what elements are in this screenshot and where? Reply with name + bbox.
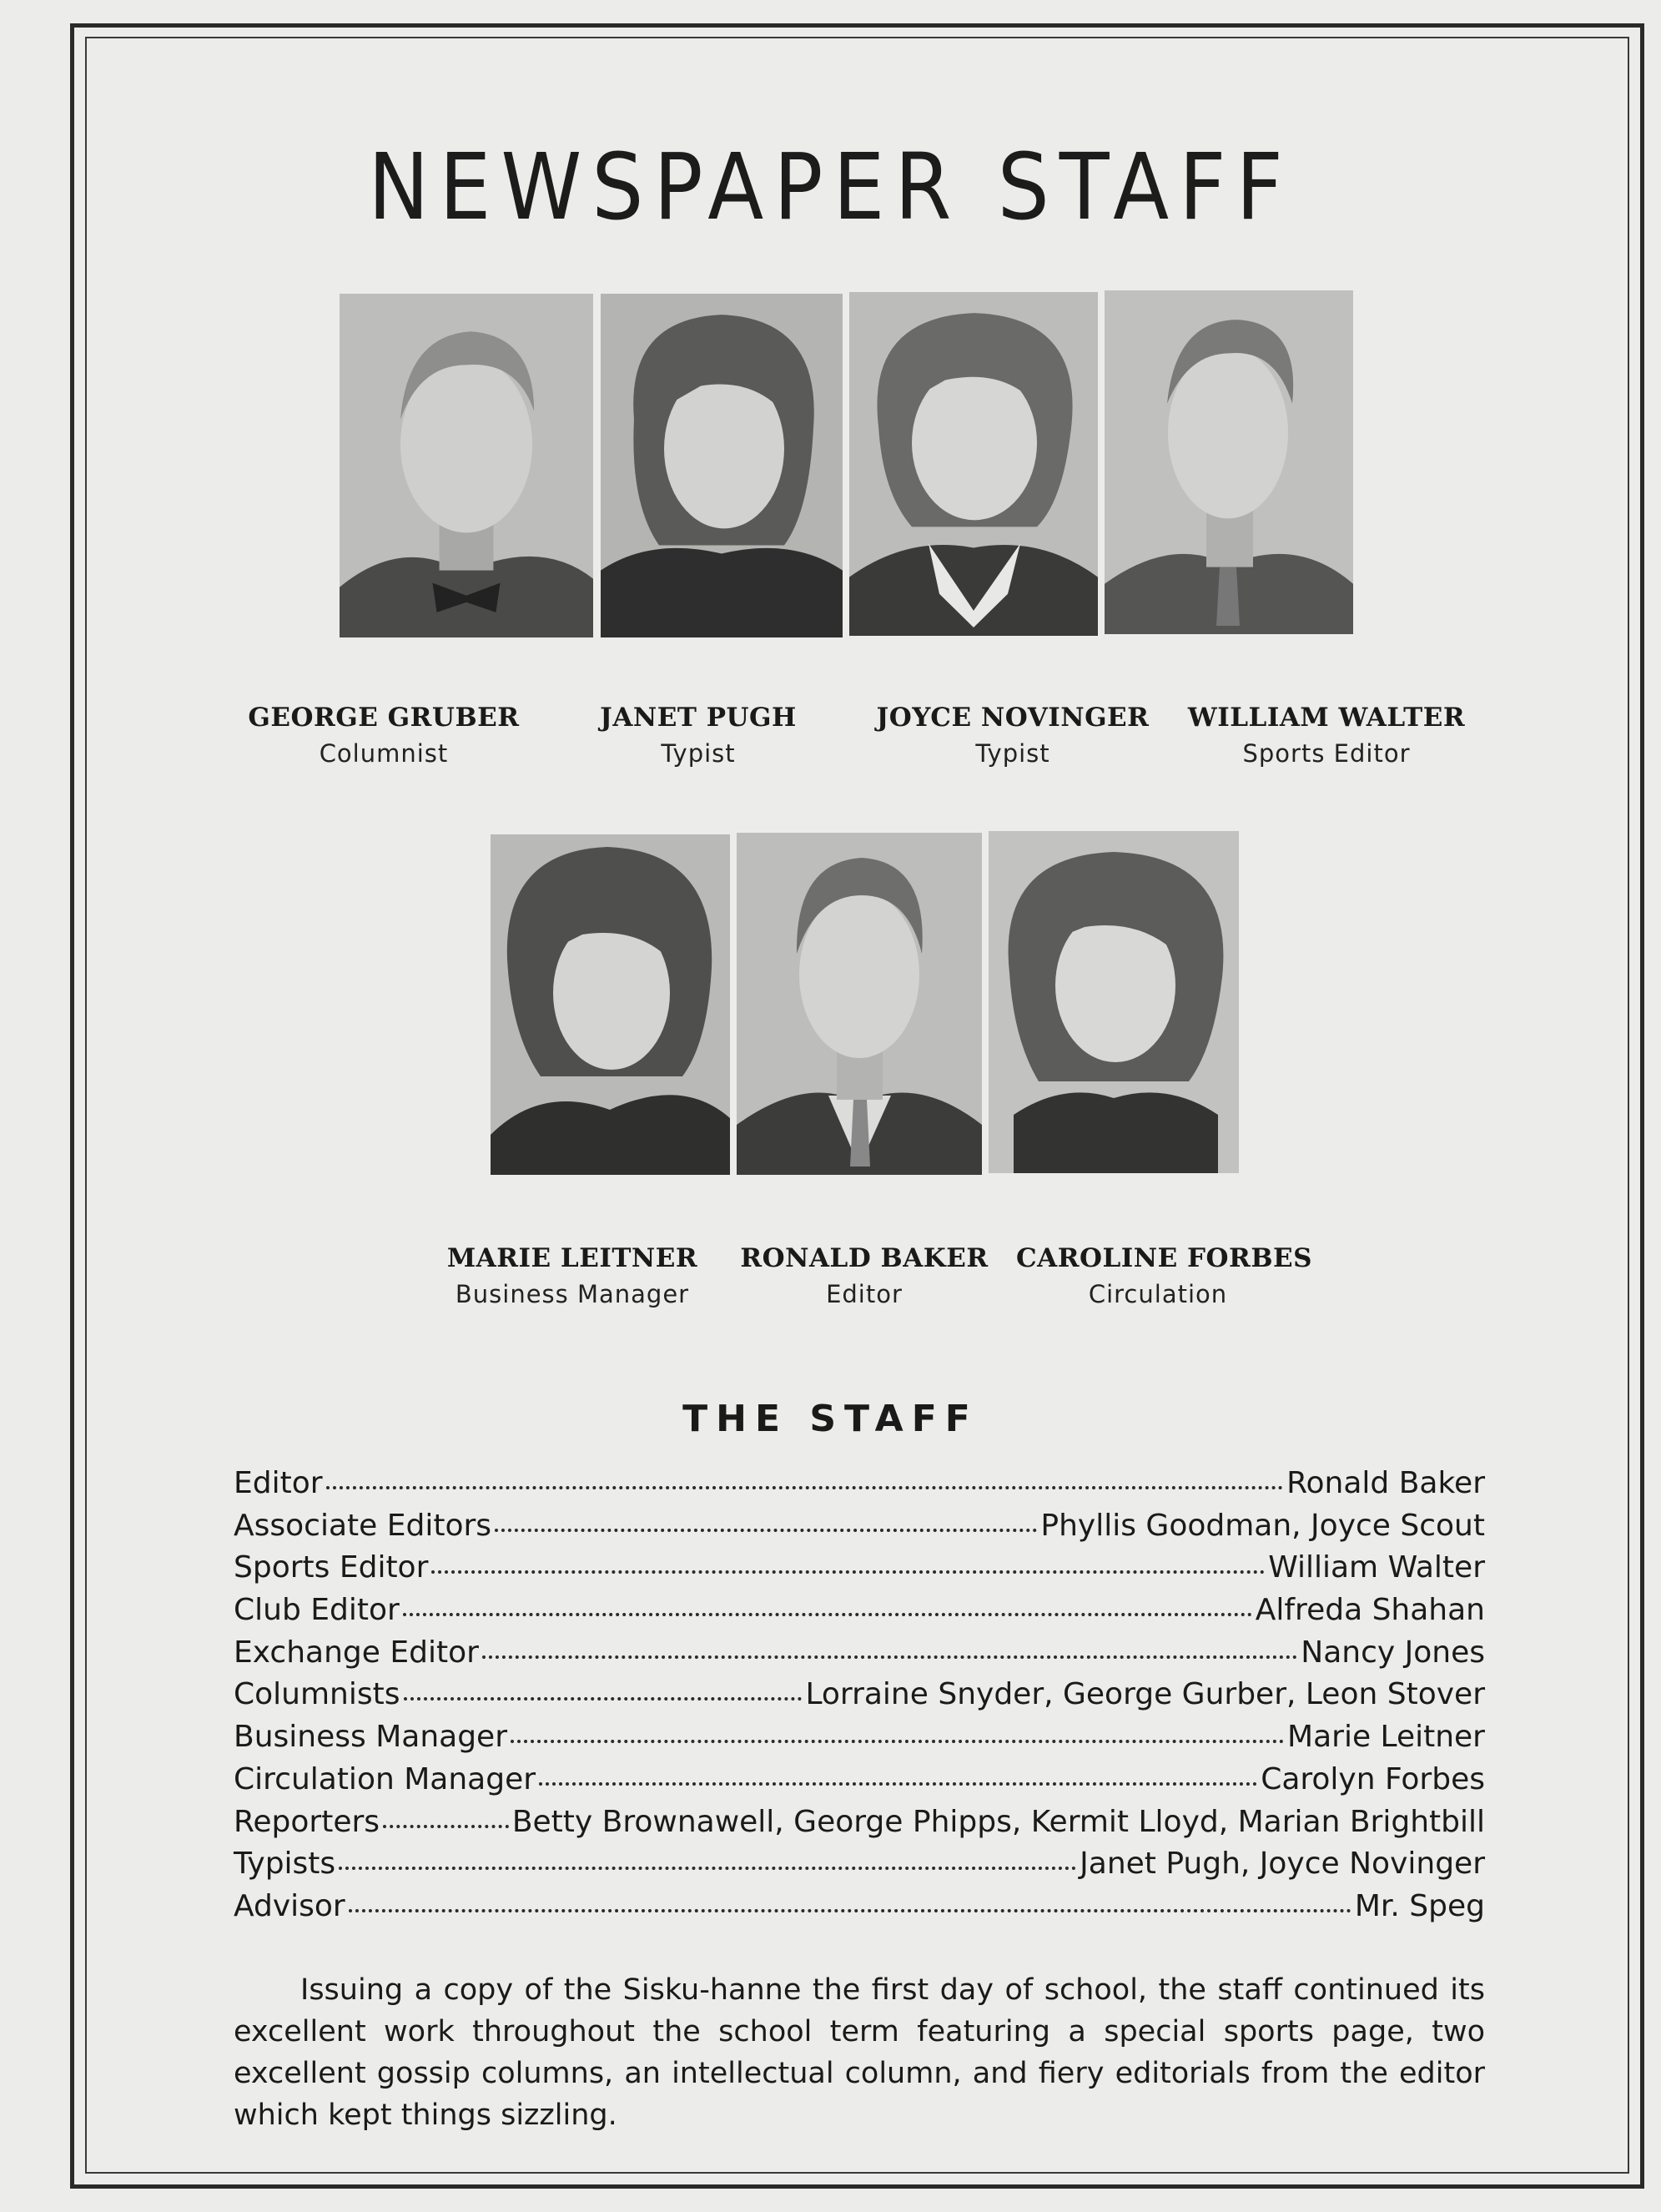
roster-row: [234, 1466, 1485, 1509]
roster-names: Marie Leitner: [1287, 1720, 1485, 1755]
portrait-photo: [601, 294, 843, 637]
staff-caption: [242, 703, 526, 768]
roster-row: [234, 1635, 1485, 1678]
staff-name: JOYCE NOVINGER: [876, 703, 1150, 733]
roster-row: [234, 1847, 1485, 1889]
portrait-photo: [491, 834, 730, 1175]
roster-role: Business Manager: [234, 1720, 507, 1755]
leader-dots: [383, 1825, 509, 1828]
staff-name: GEORGE GRUBER: [248, 703, 520, 733]
staff-roster: [234, 1466, 1485, 1932]
staff-role: Sports Editor: [1242, 739, 1411, 768]
roster-role: Sports Editor: [234, 1550, 429, 1585]
roster-names: Alfreda Shahan: [1255, 1593, 1485, 1628]
roster-role: Circulation Manager: [234, 1761, 536, 1796]
staff-role: Editor: [826, 1280, 903, 1308]
leader-dots: [403, 1613, 1252, 1616]
staff-caption: [722, 1243, 1006, 1308]
roster-row: [234, 1593, 1485, 1635]
leader-dots: [404, 1697, 803, 1701]
leader-dots: [482, 1655, 1297, 1659]
roster-role: Reporters: [234, 1804, 380, 1839]
staff-name: RONALD BAKER: [740, 1243, 989, 1273]
roster-names: Nancy Jones: [1301, 1635, 1485, 1670]
portrait-photo: [989, 831, 1239, 1173]
staff-name: CAROLINE FORBES: [1016, 1243, 1313, 1273]
staff-role: Circulation: [1088, 1280, 1228, 1308]
roster-role: Club Editor: [234, 1593, 400, 1628]
staff-section-heading: THE STAFF: [682, 1398, 979, 1440]
leader-dots: [326, 1486, 1284, 1489]
roster-role: Exchange Editor: [234, 1635, 479, 1670]
roster-names: Carolyn Forbes: [1261, 1761, 1485, 1796]
leader-dots: [539, 1782, 1257, 1786]
page-title: NEWSPAPER STAFF: [368, 134, 1293, 241]
roster-names: Mr. Speg: [1354, 1888, 1485, 1923]
roster-role: Typists: [234, 1847, 336, 1882]
roster-row: [234, 1720, 1485, 1762]
roster-role: Associate Editors: [234, 1508, 492, 1543]
staff-name: WILLIAM WALTER: [1187, 703, 1466, 733]
staff-role: Typist: [661, 739, 736, 768]
roster-role: Advisor: [234, 1888, 345, 1923]
roster-names: Phyllis Goodman, Joyce Scout: [1040, 1508, 1485, 1543]
roster-names: William Walter: [1268, 1550, 1485, 1585]
roster-row: [234, 1762, 1485, 1805]
staff-caption: [556, 703, 840, 768]
portrait-photo: [340, 294, 593, 637]
leader-dots: [431, 1570, 1265, 1574]
roster-names: Janet Pugh, Joyce Novinger: [1080, 1847, 1485, 1882]
staff-caption: [1016, 1243, 1313, 1308]
staff-caption: [430, 1243, 714, 1308]
staff-role: Business Manager: [455, 1280, 690, 1308]
leader-dots: [511, 1740, 1284, 1743]
roster-row: [234, 1677, 1485, 1720]
staff-name: MARIE LEITNER: [446, 1243, 698, 1273]
leader-dots: [339, 1867, 1076, 1870]
roster-row: [234, 1889, 1485, 1932]
portrait-photo: [737, 833, 982, 1175]
roster-role: Columnists: [234, 1677, 400, 1712]
staff-description: Issuing a copy of the Sisku-hanne the first day of school, the staff continued its excellent work throughout the school term featuring a special sports page, two excellent gossip columns, an intellectual column, and fiery editorials from the editor which kept things sizzling.: [234, 1973, 1485, 2132]
roster-row: [234, 1509, 1485, 1551]
staff-role: Columnist: [319, 739, 449, 768]
staff-caption: [871, 703, 1155, 768]
roster-names: Lorraine Snyder, George Gurber, Leon Stover: [805, 1677, 1485, 1712]
roster-role: Editor: [234, 1466, 323, 1500]
roster-row: [234, 1550, 1485, 1593]
leader-dots: [349, 1909, 1351, 1912]
portrait-photo: [1105, 290, 1353, 634]
leader-dots: [495, 1529, 1037, 1532]
staff-caption: [1185, 703, 1468, 768]
roster-names: Ronald Baker: [1286, 1466, 1485, 1500]
staff-name: JANET PUGH: [600, 703, 797, 733]
roster-names: Betty Brownawell, George Phipps, Kermit Lloyd, Marian Brightbill: [511, 1804, 1485, 1839]
staff-role: Typist: [975, 739, 1050, 768]
roster-row: [234, 1805, 1485, 1847]
portrait-photo: [849, 292, 1098, 636]
